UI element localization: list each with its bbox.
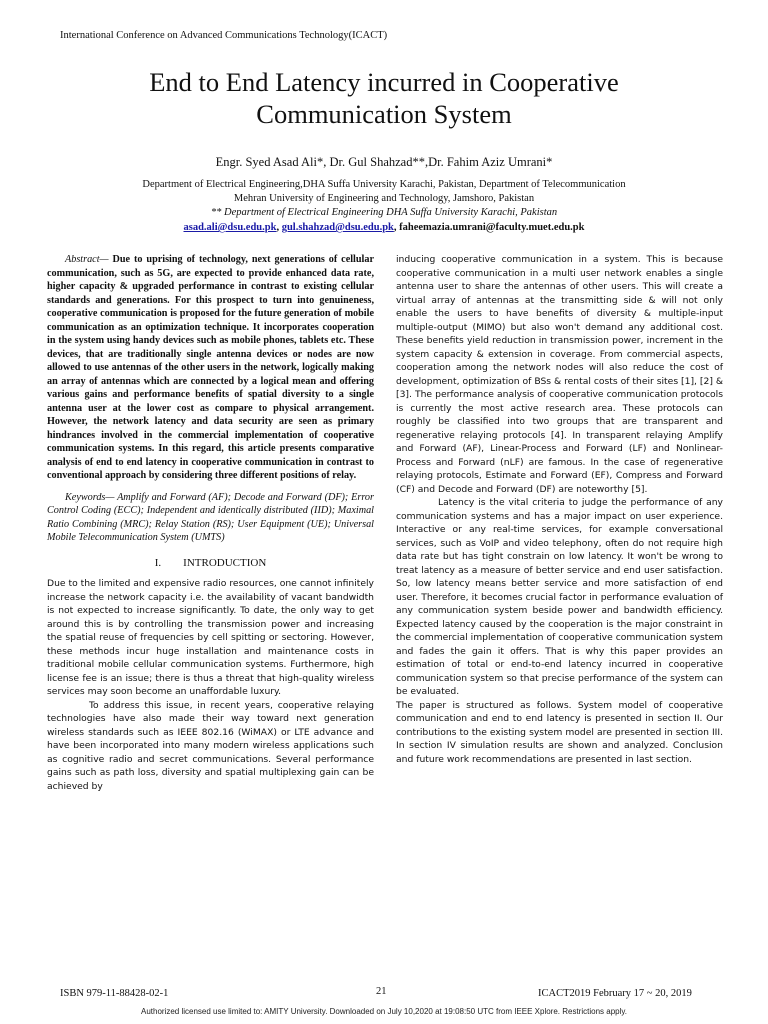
paper-title bbox=[60, 66, 708, 130]
email-separator: , bbox=[276, 222, 282, 233]
license-notice: Authorized licensed use limited to: AMITY University. Downloaded on July 10,2020 at 19:08:50 UTC from IEEE Xplore. Restrictions apply. bbox=[140, 1007, 627, 1016]
title-line-2: Communication System bbox=[256, 99, 512, 129]
email-line bbox=[60, 222, 708, 233]
section-number: I. bbox=[154, 556, 162, 569]
conference-header: International Conference on Advanced Communications Technology(ICACT) bbox=[60, 30, 388, 41]
title-line-1: End to End Latency incurred in Cooperative bbox=[149, 67, 619, 97]
intro-paragraph-2: To address this issue, in recent years, cooperative relaying technologies have also made their way toward next generation wireless standards such as IEEE 802.16 (WiMAX) or LTE advance and have been incorporated into many modern wireless applications such as cognitive radio and secret communications. Several performance gains such as path loss, diversity and spatial multiplexing gain can be achieved by bbox=[47, 699, 374, 792]
affiliation-1-line-2: Mehran University of Engineering and Technology, Jamshoro, Pakistan bbox=[233, 193, 535, 204]
affiliations bbox=[60, 178, 708, 220]
email-separator: , bbox=[393, 222, 400, 233]
left-column bbox=[47, 253, 374, 793]
section-heading-introduction bbox=[47, 557, 374, 571]
footer-conference-date: ICACT2019 February 17 ~ 20, 2019 bbox=[538, 988, 692, 999]
affiliation-1-line-1: Department of Electrical Engineering,DHA Suffa University Karachi, Pakistan, Department of Telecommunication bbox=[142, 179, 626, 190]
email-link-1[interactable]: asad.ali@dsu.edu.pk bbox=[183, 222, 277, 233]
section-title: INTRODUCTION bbox=[183, 556, 267, 569]
page-number: 21 bbox=[376, 986, 387, 997]
abstract-body: Due to uprising of technology, next generations of cellular communication, such as 5G, are expected to provide enhanced data rate, higher capacity & upgraded performance in contrast to existing cellular standards and generations. For this prospect to turn into genuineness, cooperative communication is proposed for the future generation of mobile communication as an optimization technique. It incorporates cooperation in the system using handy devices such as mobile phones, tablets etc. These devices, that are traditionally single antenna devices or nodes are now allowed to use antennas of the other users in the network, logically making an array of antennas which are connected by a logical mean and offering various gains and performance benefits of spatial diversity to a single antenna user at the lower cost as compare to physical arrangement. However, the network latency and data security are seen as primary hindrances involved in the commercial implementation of cooperative communication systems. In this regard, this article presents comparative analysis of end to end latency in cooperative communication in contrast to conventional approach by considering three different positions of relay. bbox=[47, 254, 374, 481]
keywords: Keywords— Amplify and Forward (AF); Decode and Forward (DF); Error Control Coding (ECC); Independent and identically distributed (IID); Maximal Ratio Combining (MRC); Relay Station (RS); User Equipment (UE); Universal Mobile Telecommunication System (UMTS) bbox=[47, 491, 374, 543]
email-link-2[interactable]: gul.shahzad@dsu.edu.pk bbox=[281, 222, 394, 233]
affiliation-2: ** Department of Electrical Engineering DHA Suffa University Karachi, Pakistan bbox=[210, 207, 558, 218]
intro-paragraph-1: Due to the limited and expensive radio resources, one cannot infinitely increase the network capacity i.e. the availability of vacant bandwidth is not expected to increase significantly. To date, the only way to get around this is by controlling the transmission power and increasing the spatial reuse of frequencies by cell spitting or sectoring. However, these methods incur huge installation and maintenance costs in traditional mobile cellular communication systems. Furthermore, high license fee is an issue; there is thus a threat that high-quality wireless services may soon become an unaffordable luxury. bbox=[47, 578, 374, 697]
abstract-lead: Abstract— bbox=[65, 254, 109, 265]
right-column bbox=[396, 253, 723, 766]
author-list: Engr. Syed Asad Ali*, Dr. Gul Shahzad**,Dr. Fahim Aziz Umrani* bbox=[215, 155, 553, 169]
footer-isbn: ISBN 979-11-88428-02-1 bbox=[60, 988, 169, 999]
email-3: faheemazia.umrani@faculty.muet.edu.pk bbox=[399, 222, 585, 233]
right-paragraph-3: The paper is structured as follows. System model of cooperative communication and end to end latency is presented in section II. Our contributions to the existing system model are presented in section III. In section IV simulation results are shown and analyzed. Conclusion and future work recommendations are presented in last section. bbox=[396, 699, 723, 765]
abstract bbox=[47, 253, 374, 483]
right-paragraph-2: Latency is the vital criteria to judge the performance of any communication systems and has a major impact on user experience. Interactive or any real-time services, for example conversational services, such as VoIP and video telephony, often do not require high data rate but has tight constrain on low latency. It won't be wrong to treat latency as a measure of better service and end user satisfaction. So, low latency means better service and more satisfaction of end user. Therefore, it becomes crucial factor in performance evaluation of any communication system beside power and bandwidth efficiency. Expected latency caused by the cooperation is the major constraint in the commercial implementation of cooperative communication system and fades the gain it offers. That is why this paper provides an estimation of total or end-to-end latency incurred in cooperative communication system so that precise performance of the system can be evaluated. bbox=[396, 497, 723, 697]
right-paragraph-1: inducing cooperative communication in a system. This is because cooperative communication in a multi user network enables a single antenna user to share the antennas of other users. This will create a virtual array of antennas at the transmitting side & will not only enable the users to have benefits of diversity & multiple-input multiple-output (MIMO) but also won't demand any additional cost. These benefits yield reduction in transmission power, increment in the system capacity & extension in coverage. From commercial aspects, cooperation among the network nodes will also reduce the cost of development, optimization of BSs & rental costs of their sites [1], [2] & [3]. The performance analysis of cooperative communication protocols is currently the most active research area. These protocols can roughly be classified into two groups that are transparent and regenerative relaying protocols [4]. In transparent relaying Amplify and Forward (AF), Linear-Process and Forward (LF) and Nonlinear-Process and Forward (nLF) are famous. In the case of regenerative relaying protocols, Estimate and Forward (EF), Compress and Forward (CF) and Decode and Forward (DF) are noteworthy [5]. bbox=[396, 254, 723, 495]
